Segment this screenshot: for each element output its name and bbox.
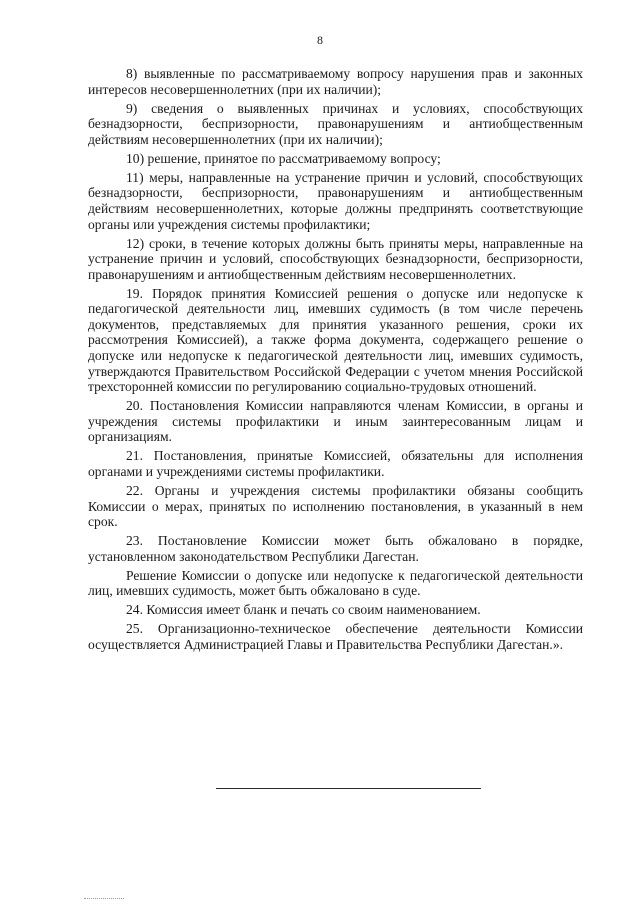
end-divider-line	[216, 788, 481, 789]
clause-24: 24. Комиссия имеет бланк и печать со своим наименованием.	[126, 602, 481, 618]
clause-22: 22. Органы и учреждения системы профилактики обязаны сообщить Комиссии о мерах, принятых по исполнению постановления, в указанный в нем срок.	[88, 482, 583, 530]
scan-artifact	[84, 898, 124, 899]
clause-20: 20. Постановления Комиссии направляются членам Комиссии, в органы и учреждения системы профилактики и иным заинтересованным лицам и организациям.	[88, 398, 583, 445]
item-12-deadlines: 12) сроки, в течение которых должны быть приняты меры, направленные на устранение причин и условий, способствующих безнадзорности, беспризорности, правонарушениям и антиобщественным действиям несовершеннолетних.	[88, 235, 583, 282]
clause-19: 19. Порядок принятия Комиссией решения о допуске или недопуске к педагогической деятельности лиц, имевших судимость (в том числе перечень документов, представляемых для принятия указанного решения, сроки их рассмотрения Комиссией), а также форма документа, содержащего решение о допуске или недопуске к педагогической деятельности лиц, имевших судимость, утверждаются Правительством Российской Федерации с учетом мнения Российской трехсторонней комиссии по регулированию социально-трудовых отношений.	[88, 285, 583, 395]
item-11-measures: 11) меры, направленные на устранение причин и условий, способствующих безнадзорности, беспризорности, правонарушениям и антиобщественным действиям несовершеннолетних, которые должны предпринять соответствующие органы или учреждения системы профилактики;	[88, 169, 583, 232]
item-10-decision: 10) решение, принятое по рассматриваемому вопросу;	[126, 150, 441, 166]
item-9-causes: 9) сведения о выявленных причинах и условиях, способствующих безнадзорности, беспризорности, правонарушениям и антиобщественным действиям несовершеннолетних (при их наличии);	[88, 100, 583, 147]
clause-23: 23. Постановление Комиссии может быть обжаловано в порядке, установленном законодательством Республики Дагестан.	[88, 533, 583, 564]
document-body	[88, 66, 583, 656]
clause-21: 21. Постановления, принятые Комиссией, обязательны для исполнения органами и учреждениями системы профилактики.	[88, 448, 583, 479]
page-number: 8	[317, 33, 323, 47]
item-8-violations: 8) выявленные по рассматриваемому вопросу нарушения прав и законных интересов несовершеннолетних (при их наличии);	[88, 66, 583, 97]
clause-25: 25. Организационно-техническое обеспечение деятельности Комиссии осуществляется Администрацией Главы и Правительства Республики Дагестан.».	[88, 621, 583, 652]
clause-23-appeal: Решение Комиссии о допуске или недопуске к педагогической деятельности лиц, имевших судимость, может быть обжаловано в суде.	[88, 567, 583, 599]
